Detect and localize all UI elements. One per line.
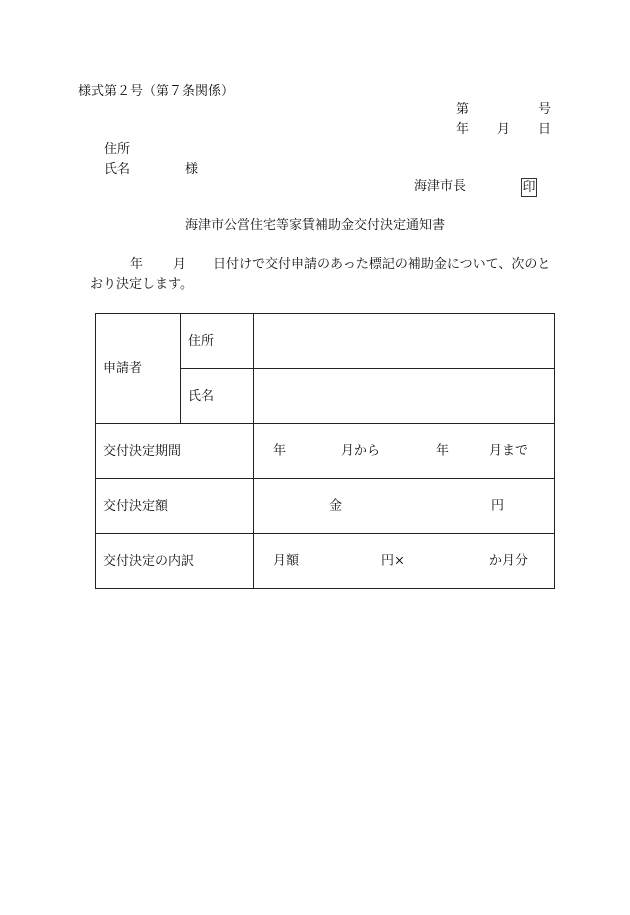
applicant-name-value bbox=[254, 369, 555, 424]
applicant-address-label: 住所 bbox=[181, 314, 254, 369]
amount-prefix: 金 bbox=[329, 498, 343, 514]
breakdown-monthly: 月額 bbox=[273, 553, 300, 569]
period-from-month: 月から bbox=[341, 443, 381, 459]
decision-table bbox=[95, 313, 555, 589]
table-row bbox=[96, 479, 555, 534]
applicant-address-value bbox=[254, 314, 555, 369]
document-title: 海津市公営住宅等家賃補助金交付決定通知書 bbox=[185, 218, 446, 233]
table-row bbox=[96, 424, 555, 479]
doc-number-prefix: 第 bbox=[456, 102, 470, 117]
applicant-name-label: 氏名 bbox=[181, 369, 254, 424]
period-to-year: 年 bbox=[436, 443, 450, 459]
seal-box bbox=[521, 178, 537, 197]
table-row bbox=[96, 534, 555, 589]
amount-value bbox=[254, 479, 555, 534]
breakdown-label: 交付決定の内訳 bbox=[96, 534, 254, 589]
date-year: 年 bbox=[456, 122, 470, 137]
period-value bbox=[254, 424, 555, 479]
recipient-address-label: 住所 bbox=[104, 142, 131, 157]
body-text-line2: おり決定します。 bbox=[90, 277, 193, 292]
doc-number-suffix: 号 bbox=[538, 102, 552, 117]
body-year: 年 bbox=[130, 257, 144, 272]
period-label: 交付決定期間 bbox=[96, 424, 254, 479]
amount-suffix: 円 bbox=[491, 498, 505, 514]
recipient-honorific: 様 bbox=[185, 162, 199, 177]
recipient-name-label: 氏名 bbox=[104, 162, 131, 177]
sender-name: 海津市長 bbox=[414, 179, 467, 194]
period-from-year: 年 bbox=[273, 443, 287, 459]
body-text-line1: 日付けで交付申請のあった標記の補助金について、次のと bbox=[213, 257, 551, 272]
body-month: 月 bbox=[173, 257, 187, 272]
amount-label: 交付決定額 bbox=[96, 479, 254, 534]
period-to-month: 月まで bbox=[489, 443, 529, 459]
date-day: 日 bbox=[538, 122, 552, 137]
form-number: 様式第２号（第７条関係） bbox=[78, 84, 235, 99]
breakdown-yen-times: 円× bbox=[381, 553, 405, 569]
date-month: 月 bbox=[497, 122, 511, 137]
table-row bbox=[96, 314, 555, 369]
breakdown-months: か月分 bbox=[489, 553, 529, 569]
applicant-label: 申請者 bbox=[96, 314, 181, 424]
breakdown-value bbox=[254, 534, 555, 589]
seal-mark: 印 bbox=[522, 180, 536, 195]
